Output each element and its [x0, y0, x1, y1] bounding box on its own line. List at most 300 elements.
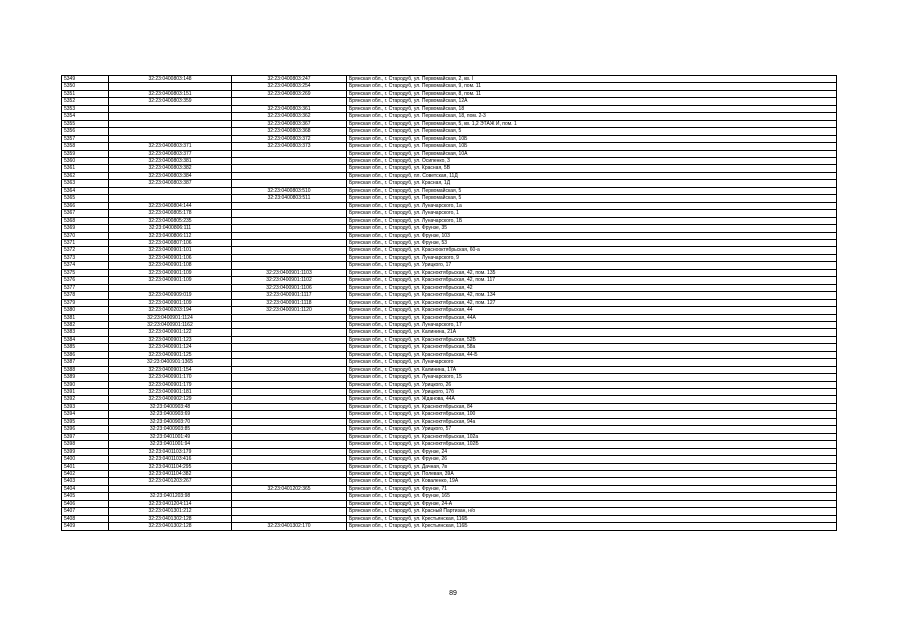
table-row — [62, 247, 837, 254]
object-number-cell — [232, 456, 347, 463]
row-number-cell: 5359 — [62, 150, 109, 157]
table-row — [62, 314, 837, 321]
address-cell: Брянская обл., г. Стародуб, ул. Жданова, 44А — [347, 396, 837, 403]
table-row — [62, 262, 837, 269]
object-number-cell: 32:23:0400803:510 — [232, 187, 347, 194]
object-number-cell — [232, 172, 347, 179]
object-number-cell — [232, 463, 347, 470]
row-number-cell: 5398 — [62, 441, 109, 448]
row-number-cell: 5391 — [62, 389, 109, 396]
row-number-cell: 5405 — [62, 493, 109, 500]
address-cell: Брянская обл., г. Стародуб, ул. Первомайская, 5, кв. 1,2 ЭТАЖ И, пом. 1 — [347, 120, 837, 127]
address-cell: Брянская обл., г. Стародуб, ул. Луначарского, 1Б — [347, 217, 837, 224]
table-row — [62, 463, 837, 470]
object-number-cell — [232, 150, 347, 157]
address-cell: Брянская обл., г. Стародуб, ул. Красноктябрьская, 102Б — [347, 441, 837, 448]
table-row — [62, 299, 837, 306]
table-row — [62, 359, 837, 366]
table-row — [62, 143, 837, 150]
object-number-cell — [232, 225, 347, 232]
table-row — [62, 128, 837, 135]
table-row — [62, 202, 837, 209]
table-row — [62, 523, 837, 530]
table-row — [62, 135, 837, 142]
row-number-cell: 5394 — [62, 411, 109, 418]
table-row — [62, 83, 837, 90]
table-row — [62, 120, 837, 127]
table-row — [62, 456, 837, 463]
object-number-cell — [232, 366, 347, 373]
table-row — [62, 165, 837, 172]
object-number-cell — [232, 493, 347, 500]
registry-table-body — [62, 76, 837, 531]
table-row — [62, 232, 837, 239]
parcel-number-cell: 32:23:0400903:70 — [109, 418, 232, 425]
table-row — [62, 441, 837, 448]
parcel-number-cell: 32:23:0401001:94 — [109, 441, 232, 448]
row-number-cell: 5396 — [62, 426, 109, 433]
table-row — [62, 172, 837, 179]
table-row — [62, 187, 837, 194]
parcel-number-cell — [109, 128, 232, 135]
table-row — [62, 433, 837, 440]
address-cell: Брянская обл., г. Стародуб, ул. Первомайская, 12А — [347, 98, 837, 105]
address-cell: Брянская обл., г. Стародуб, ул. Первомайская, 18 — [347, 105, 837, 112]
row-number-cell: 5406 — [62, 500, 109, 507]
table-row — [62, 269, 837, 276]
row-number-cell: 5403 — [62, 478, 109, 485]
address-cell: Брянская обл., г. Стародуб, ул. Полевая, 39А — [347, 471, 837, 478]
parcel-number-cell: 32:23:0401204:114 — [109, 500, 232, 507]
address-cell: Брянская обл., г. Стародуб, ул. Первомайская, 9, пом. 11 — [347, 83, 837, 90]
row-number-cell: 5362 — [62, 172, 109, 179]
address-cell: Брянская обл., г. Стародуб, ул. Красноктябрьская, 94а — [347, 418, 837, 425]
object-number-cell — [232, 433, 347, 440]
row-number-cell: 5388 — [62, 366, 109, 373]
address-cell: Брянская обл., г. Стародуб, ул. Урицкого, 17 — [347, 262, 837, 269]
parcel-number-cell: 32:23:0400803:384 — [109, 172, 232, 179]
table-row — [62, 113, 837, 120]
parcel-number-cell: 32:23:0400803:387 — [109, 180, 232, 187]
object-number-cell — [232, 441, 347, 448]
table-row — [62, 321, 837, 328]
object-number-cell: 32:23:0400803:254 — [232, 83, 347, 90]
table-row — [62, 344, 837, 351]
address-cell: Брянская обл., г. Стародуб, ул. Первомайская, 5 — [347, 128, 837, 135]
parcel-number-cell: 32:23:0400901:106 — [109, 254, 232, 261]
address-cell: Брянская обл., г. Стародуб, ул. Фрунзе, 103 — [347, 232, 837, 239]
table-row — [62, 374, 837, 381]
row-number-cell: 5392 — [62, 396, 109, 403]
parcel-number-cell — [109, 105, 232, 112]
address-cell: Брянская обл., г. Стародуб, ул. Краснооктябрьская, 60-а — [347, 247, 837, 254]
parcel-number-cell: 32:23:0400804:144 — [109, 202, 232, 209]
object-number-cell: 32:23:0400901:1117 — [232, 292, 347, 299]
row-number-cell: 5350 — [62, 83, 109, 90]
object-number-cell: 32:23:0400901:1118 — [232, 299, 347, 306]
table-row — [62, 157, 837, 164]
row-number-cell: 5393 — [62, 403, 109, 410]
row-number-cell: 5358 — [62, 143, 109, 150]
row-number-cell: 5382 — [62, 321, 109, 328]
object-number-cell — [232, 411, 347, 418]
address-cell: Брянская обл., г. Стародуб, ул. Фрунзе, 35 — [347, 225, 837, 232]
table-row — [62, 277, 837, 284]
table-row — [62, 98, 837, 105]
table-row — [62, 471, 837, 478]
row-number-cell: 5370 — [62, 232, 109, 239]
parcel-number-cell — [109, 284, 232, 291]
object-number-cell — [232, 426, 347, 433]
table-row — [62, 351, 837, 358]
address-cell: Брянская обл., г. Стародуб, ул. Красноктябрьская, 52Б — [347, 336, 837, 343]
parcel-number-cell: 32:23:0400909:019 — [109, 292, 232, 299]
address-cell: Брянская обл., г. Стародуб, ул. Красный Партизан, н/о — [347, 508, 837, 515]
table-row — [62, 403, 837, 410]
table-row — [62, 366, 837, 373]
row-number-cell: 5385 — [62, 344, 109, 351]
address-cell: Брянская обл., г. Стародуб, ул. Первомайская, 5 — [347, 195, 837, 202]
table-row — [62, 485, 837, 492]
parcel-number-cell: 32:23:0400901:124 — [109, 344, 232, 351]
address-cell: Брянская обл., г. Стародуб, ул. Красноктябрьская, 102а — [347, 433, 837, 440]
address-cell: Брянская обл., г. Стародуб, ул. Красноктябрьская, 100 — [347, 411, 837, 418]
address-cell: Брянская обл., г. Стародуб, ул. Коваленко, 19А — [347, 478, 837, 485]
object-number-cell — [232, 508, 347, 515]
table-row — [62, 426, 837, 433]
address-cell: Брянская обл., г. Стародуб, ул. Фрунзе, 71 — [347, 485, 837, 492]
parcel-number-cell: 32:23:0400901:179 — [109, 381, 232, 388]
object-number-cell: 32:23:0401302:170 — [232, 523, 347, 530]
object-number-cell — [232, 165, 347, 172]
object-number-cell — [232, 500, 347, 507]
address-cell: Брянская обл., г. Стародуб, пл. Советская, 11Д — [347, 172, 837, 179]
object-number-cell — [232, 359, 347, 366]
address-cell: Брянская обл., г. Стародуб, ул. Калинина, 21А — [347, 329, 837, 336]
address-cell: Брянская обл., г. Стародуб, ул. Красноктябрьская, 42, пом. 134 — [347, 292, 837, 299]
table-row — [62, 105, 837, 112]
registry-table — [61, 75, 837, 531]
table-row — [62, 225, 837, 232]
object-number-cell — [232, 389, 347, 396]
table-row — [62, 284, 837, 291]
address-cell: Брянская обл., г. Стародуб, ул. Красноктябрьская, 42, пом. 135 — [347, 269, 837, 276]
address-cell: Брянская обл., г. Стародуб, ул. Крестьянская, 116Б — [347, 523, 837, 530]
row-number-cell: 5372 — [62, 247, 109, 254]
object-number-cell: 32:23:0400803:362 — [232, 113, 347, 120]
address-cell: Брянская обл., г. Стародуб, ул. Красноктябрьская, 44-Б — [347, 351, 837, 358]
address-cell: Брянская обл., г. Стародуб, ул. Луначарского — [347, 359, 837, 366]
row-number-cell: 5365 — [62, 195, 109, 202]
row-number-cell: 5407 — [62, 508, 109, 515]
object-number-cell — [232, 180, 347, 187]
page-number: 89 — [449, 590, 457, 597]
parcel-number-cell: 32:23:0401203:267 — [109, 478, 232, 485]
object-number-cell — [232, 418, 347, 425]
address-cell: Брянская обл., г. Стародуб, ул. Красная, 1Д — [347, 180, 837, 187]
parcel-number-cell: 32:23:0400901:1162 — [109, 321, 232, 328]
object-number-cell — [232, 329, 347, 336]
object-number-cell — [232, 314, 347, 321]
row-number-cell: 5387 — [62, 359, 109, 366]
parcel-number-cell: 32:23:0400901:1124 — [109, 314, 232, 321]
address-cell: Брянская обл., г. Стародуб, ул. Крестьянская, 116Б — [347, 515, 837, 522]
object-number-cell: 32:23:0400803:367 — [232, 120, 347, 127]
row-number-cell: 5353 — [62, 105, 109, 112]
parcel-number-cell: 32:23:0400903:48 — [109, 403, 232, 410]
parcel-number-cell: 32:23:0400901:154 — [109, 366, 232, 373]
address-cell: Брянская обл., г. Стародуб, ул. Луначарского, 9 — [347, 254, 837, 261]
row-number-cell: 5383 — [62, 329, 109, 336]
object-number-cell: 32:23:0400803:368 — [232, 128, 347, 135]
object-number-cell: 32:23:0400803:372 — [232, 135, 347, 142]
parcel-number-cell: 32:23:0401103:179 — [109, 448, 232, 455]
table-row — [62, 448, 837, 455]
object-number-cell — [232, 247, 347, 254]
address-cell: Брянская обл., г. Стародуб, ул. Красноктябрьская, 42 — [347, 284, 837, 291]
table-row — [62, 217, 837, 224]
parcel-number-cell: 32:23:0400901:181 — [109, 389, 232, 396]
address-cell: Брянская обл., г. Стародуб, ул. Первомайская, 10Б — [347, 135, 837, 142]
parcel-number-cell: 32:23:0400806:112 — [109, 232, 232, 239]
object-number-cell — [232, 98, 347, 105]
object-number-cell: 32:23:0401202:365 — [232, 485, 347, 492]
parcel-number-cell: 32:23:0400901:109 — [109, 269, 232, 276]
object-number-cell — [232, 321, 347, 328]
table-row — [62, 239, 837, 246]
parcel-number-cell: 32:23:0400803:382 — [109, 165, 232, 172]
row-number-cell: 5381 — [62, 314, 109, 321]
parcel-number-cell: 32:23:0400803:359 — [109, 98, 232, 105]
parcel-number-cell: 32:23:0400806:111 — [109, 225, 232, 232]
object-number-cell: 32:23:0400803:247 — [232, 76, 347, 83]
object-number-cell — [232, 217, 347, 224]
row-number-cell: 5395 — [62, 418, 109, 425]
parcel-number-cell: 32:23:0401203:98 — [109, 493, 232, 500]
row-number-cell: 5364 — [62, 187, 109, 194]
table-row — [62, 195, 837, 202]
parcel-number-cell: 32:23:0401104:382 — [109, 471, 232, 478]
object-number-cell — [232, 254, 347, 261]
parcel-number-cell: 32:23:0400203:194 — [109, 307, 232, 314]
address-cell: Брянская обл., г. Стародуб, ул. Красноктябрьская, 84 — [347, 403, 837, 410]
parcel-number-cell — [109, 120, 232, 127]
object-number-cell — [232, 232, 347, 239]
row-number-cell: 5366 — [62, 202, 109, 209]
row-number-cell: 5386 — [62, 351, 109, 358]
object-number-cell — [232, 381, 347, 388]
row-number-cell: 5380 — [62, 307, 109, 314]
address-cell: Брянская обл., г. Стародуб, ул. Красноктябрьская, 42, пом. 117 — [347, 277, 837, 284]
address-cell: Брянская обл., г. Стародуб, ул. Первомайская, 2, кв. I — [347, 76, 837, 83]
address-cell: Брянская обл., г. Стародуб, ул. Урицкого, 26 — [347, 381, 837, 388]
address-cell: Брянская обл., г. Стародуб, ул. Красноктябрьская, 44 — [347, 307, 837, 314]
address-cell: Брянская обл., г. Стародуб, ул. Первомайская, 10А — [347, 150, 837, 157]
table-row — [62, 292, 837, 299]
row-number-cell: 5356 — [62, 128, 109, 135]
table-row — [62, 76, 837, 83]
object-number-cell: 32:23:0400803:361 — [232, 105, 347, 112]
object-number-cell — [232, 351, 347, 358]
table-row — [62, 493, 837, 500]
parcel-number-cell: 32:23:0400901:122 — [109, 329, 232, 336]
address-cell: Брянская обл., г. Стародуб, ул. Калинина, 17А — [347, 366, 837, 373]
parcel-number-cell: 32:23:0400901:109 — [109, 277, 232, 284]
object-number-cell: 32:23:0400803:269 — [232, 90, 347, 97]
parcel-number-cell: 32:23:0400903:69 — [109, 411, 232, 418]
address-cell: Брянская обл., г. Стародуб, ул. Луначарского, 1 — [347, 210, 837, 217]
row-number-cell: 5369 — [62, 225, 109, 232]
address-cell: Брянская обл., г. Стародуб, ул. Красноктябрьская, 44А — [347, 314, 837, 321]
table-row — [62, 411, 837, 418]
row-number-cell: 5373 — [62, 254, 109, 261]
parcel-number-cell: 32:23:0400803:381 — [109, 157, 232, 164]
parcel-number-cell: 32:23:0401302:128 — [109, 523, 232, 530]
parcel-number-cell: 32:23:0400803:151 — [109, 90, 232, 97]
table-row — [62, 150, 837, 157]
table-row — [62, 396, 837, 403]
table-row — [62, 500, 837, 507]
table-row — [62, 180, 837, 187]
object-number-cell — [232, 210, 347, 217]
row-number-cell: 5400 — [62, 456, 109, 463]
address-cell: Брянская обл., г. Стародуб, ул. Первомайская, 18, пом. 2-3 — [347, 113, 837, 120]
object-number-cell — [232, 239, 347, 246]
parcel-number-cell: 32:23:0400805:235 — [109, 217, 232, 224]
row-number-cell: 5399 — [62, 448, 109, 455]
row-number-cell: 5354 — [62, 113, 109, 120]
parcel-number-cell: 32:23:0400901:101 — [109, 247, 232, 254]
object-number-cell: 32:23:0400901:1103 — [232, 269, 347, 276]
parcel-number-cell: 32:23:0400805:178 — [109, 210, 232, 217]
address-cell: Брянская обл., г. Стародуб, ул. Луначарского, 15 — [347, 374, 837, 381]
row-number-cell: 5355 — [62, 120, 109, 127]
address-cell: Брянская обл., г. Стародуб, ул. Красноктябрьская, 42, пом. 127 — [347, 299, 837, 306]
row-number-cell: 5389 — [62, 374, 109, 381]
parcel-number-cell — [109, 195, 232, 202]
object-number-cell — [232, 262, 347, 269]
table-row — [62, 336, 837, 343]
row-number-cell: 5368 — [62, 217, 109, 224]
address-cell: Брянская обл., г. Стародуб, ул. Луначарского, 1а — [347, 202, 837, 209]
row-number-cell: 5361 — [62, 165, 109, 172]
object-number-cell — [232, 403, 347, 410]
row-number-cell: 5401 — [62, 463, 109, 470]
address-cell: Брянская обл., г. Стародуб, ул. Красная, 5В — [347, 165, 837, 172]
row-number-cell: 5384 — [62, 336, 109, 343]
object-number-cell: 32:23:0400901:1102 — [232, 277, 347, 284]
table-row — [62, 515, 837, 522]
table-row — [62, 418, 837, 425]
row-number-cell: 5376 — [62, 277, 109, 284]
table-row — [62, 508, 837, 515]
object-number-cell: 32:23:0400803:511 — [232, 195, 347, 202]
address-cell: Брянская обл., г. Стародуб, ул. Осипенко, 3 — [347, 157, 837, 164]
object-number-cell — [232, 374, 347, 381]
row-number-cell: 5375 — [62, 269, 109, 276]
address-cell: Брянская обл., г. Стародуб, ул. Дачная, 7в — [347, 463, 837, 470]
address-cell: Брянская обл., г. Стародуб, ул. Луначарского, 17 — [347, 321, 837, 328]
address-cell: Брянская обл., г. Стародуб, ул. Фрунзе, 26 — [347, 456, 837, 463]
table-row — [62, 254, 837, 261]
table-row — [62, 478, 837, 485]
parcel-number-cell: 32:23:0401001:49 — [109, 433, 232, 440]
object-number-cell — [232, 344, 347, 351]
parcel-number-cell: 32:23:0400901:170 — [109, 374, 232, 381]
row-number-cell: 5367 — [62, 210, 109, 217]
parcel-number-cell: 32:23:0400901:109 — [109, 299, 232, 306]
parcel-number-cell: 32:23:0401302:128 — [109, 515, 232, 522]
object-number-cell — [232, 157, 347, 164]
address-cell: Брянская обл., г. Стародуб, ул. Урицкого, 57 — [347, 426, 837, 433]
row-number-cell: 5408 — [62, 515, 109, 522]
table-row — [62, 307, 837, 314]
parcel-number-cell — [109, 83, 232, 90]
address-cell: Брянская обл., г. Стародуб, ул. Фрунзе, 24-А — [347, 500, 837, 507]
object-number-cell — [232, 336, 347, 343]
row-number-cell: 5349 — [62, 76, 109, 83]
row-number-cell: 5374 — [62, 262, 109, 269]
address-cell: Брянская обл., г. Стародуб, ул. Первомайская, 10Б — [347, 143, 837, 150]
address-cell: Брянская обл., г. Стародуб, ул. Фрунзе, 24 — [347, 448, 837, 455]
parcel-number-cell: 32:23:0400807:106 — [109, 239, 232, 246]
parcel-number-cell: 32:23:0401104:295 — [109, 463, 232, 470]
row-number-cell: 5402 — [62, 471, 109, 478]
row-number-cell: 5378 — [62, 292, 109, 299]
parcel-number-cell: 32:23:0401103:416 — [109, 456, 232, 463]
row-number-cell: 5357 — [62, 135, 109, 142]
table-row — [62, 381, 837, 388]
parcel-number-cell: 32:23:0400901:123 — [109, 336, 232, 343]
table-row — [62, 389, 837, 396]
parcel-number-cell: 32:23:0400901:108 — [109, 262, 232, 269]
parcel-number-cell: 32:23:0400901:125 — [109, 351, 232, 358]
row-number-cell: 5351 — [62, 90, 109, 97]
parcel-number-cell: 32:23:0400903:85 — [109, 426, 232, 433]
parcel-number-cell: 32:23:0400902:129 — [109, 396, 232, 403]
object-number-cell: 32:23:0400901:1120 — [232, 307, 347, 314]
address-cell: Брянская обл., г. Стародуб, ул. Фрунзе, 165 — [347, 493, 837, 500]
address-cell: Брянская обл., г. Стародуб, ул. Первомайская, 8, пом. 11 — [347, 90, 837, 97]
table-row — [62, 210, 837, 217]
address-cell: Брянская обл., г. Стародуб, ул. Урицкого, 17б — [347, 389, 837, 396]
parcel-number-cell — [109, 113, 232, 120]
address-cell: Брянская обл., г. Стародуб, ул. Первомайская, 5 — [347, 187, 837, 194]
row-number-cell: 5390 — [62, 381, 109, 388]
row-number-cell: 5409 — [62, 523, 109, 530]
object-number-cell — [232, 515, 347, 522]
parcel-number-cell: 32:23:0400803:148 — [109, 76, 232, 83]
parcel-number-cell — [109, 187, 232, 194]
row-number-cell: 5371 — [62, 239, 109, 246]
address-cell: Брянская обл., г. Стародуб, ул. Фрунзе, 53 — [347, 239, 837, 246]
object-number-cell — [232, 448, 347, 455]
parcel-number-cell: 32:23:0400803:371 — [109, 143, 232, 150]
object-number-cell: 32:23:0400803:373 — [232, 143, 347, 150]
parcel-number-cell: 32:23:0400803:377 — [109, 150, 232, 157]
table-row — [62, 329, 837, 336]
parcel-number-cell — [109, 135, 232, 142]
parcel-number-cell: 32:23:0401301:212 — [109, 508, 232, 515]
row-number-cell: 5377 — [62, 284, 109, 291]
row-number-cell: 5397 — [62, 433, 109, 440]
object-number-cell — [232, 478, 347, 485]
row-number-cell: 5379 — [62, 299, 109, 306]
row-number-cell: 5352 — [62, 98, 109, 105]
address-cell: Брянская обл., г. Стародуб, ул. Красноктябрьская, 58а — [347, 344, 837, 351]
object-number-cell — [232, 396, 347, 403]
object-number-cell — [232, 471, 347, 478]
